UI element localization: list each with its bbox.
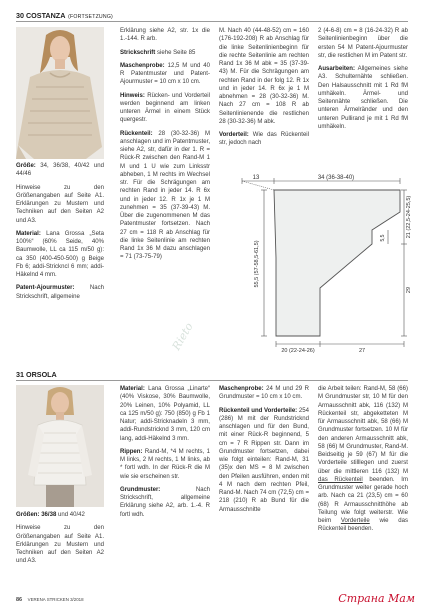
size-paragraph: Größe: 34, 36/38, 40/42 und 44/46 [16,163,104,178]
page-number: 86 [16,597,23,603]
hint-paragraph: Hinweis: Rücken- und Vorderteil werden beginnend am linken unteren Ärmel in einem Stück quergestr. [120,92,210,124]
back-paragraph: Rückenteil: 28 (30-32-36) M anschlagen und im Patentmuster, siehe A2, str, dafür in der 1. R = Rück-R zwischen den Rand-M 1 M und 1 U wie zum Linksstr abheben, 1 M rechts im Wechsel str. Für die Schrägungen am rechten Rand in jeder 14. R 6x und in jeder 12. R 1x je 1 M zunehmen = 35 (37-39-43) M. Über die zugenommenen M das Patentmuster fortsetzen. Nach 27 cm = 118 R ab Anschlag für die linke Seitenlinie am rechten Rand 1x 36 M dazu anschlagen = 71 (73-75-79) [120,130,210,261]
split-work-paragraph: die Arbeit teilen: Rand-M, 58 (66) M Grundmuster str, 10 M für den Armausschnitt abk, 116 (132) M Rückenteil str, abgeketteten M für Armausschnitt abk, 58 (66) M Grundmuster fortsetzen. 10 M für den anderen Armausschnitt abk, 58 (66) M Grundmuster, Rand-M. Beidseitig je 59 (67) M für die Vorderteile stilllegen und zuerst über die mittleren 116 (132) M das Rückenteil beenden. Im Grundmuster weiter gerade hoch arb. Nach ca 21 (23,5) cm = 60 (68) R Armausschnitthöhe ab Teilung wie folgt weiterstr. Wie beim Vorderteile wie das Rückenteil beenden. [318,386,408,533]
costanza-right-column-b [318,27,408,136]
dim-right-small: 5,5 [380,234,386,242]
section-subtitle: (FORTSETZUNG) [68,14,113,20]
orsola-left-column [16,511,104,571]
section-header-orsola [16,369,408,381]
dim-left: 55,5 (57-58,5-61,5) [254,240,260,288]
dim-top-left: 13 [252,175,260,181]
magazine-name: VERENA STRICKEN 3/2018 [27,597,84,602]
model-photo-orsola [16,385,104,507]
size-hint-paragraph: Hinweise zu den Größenangaben auf Seite A1. Erklärungen zu Mustern und Techniken auf den Seiten A2 und A3. [16,525,104,565]
costanza-right-column-a [219,27,309,153]
site-logo[interactable]: Страна Мам [338,592,415,605]
dim-bottom-left: 20 (22-24-26) [281,348,315,354]
costanza-middle-column [120,27,210,267]
page-footer [16,597,84,603]
section-title: 31 ORSOLA [16,370,57,379]
orsola-right-column-a [219,385,309,519]
base-pattern-paragraph: Grundmuster: Nach Strickschrift, allgemeine Erklärung siehe A2, arb. 1.-4. R fortl wdh. [120,486,210,518]
front-continued: 2 (4-6-8) cm = 8 (16-24-32) R ab Seitenlinienbeginn über die ersten 54 M Patent-Ajourmuster str, die restlichen M im Patent str. [318,28,408,59]
diagram-watermark: Rieto [169,320,196,353]
model-photo-costanza [16,27,104,159]
ribs-paragraph: Rippen: Rand-M, *4 M rechts, 1 M links, 2 M rechts, 1 M links, ab * fortl wdh. In der Rück-R die M wie sie erscheinen str. [120,448,210,480]
finishing-paragraph: Ausarbeiten: Allgemeines siehe A3. Schulternähte schließen. Den Halsausschnitt mit 1 Rd fM umhäkeln. Ärmel- und Seitennähte schließen. Die unteren Ärmelränder und den unteren Pullirand je mit 1 Rd fM umhäkeln. [318,66,408,130]
dim-right-lower: 29 [406,286,412,294]
orsola-right-column-b [318,385,408,534]
schematic-diagram [216,168,412,360]
dim-bottom-right: 27 [358,348,366,354]
pattern-paragraph: Patent-Ajourmuster: Nach Strickschrift, allgemeine [16,285,104,300]
pattern-explanation: Erklärung siehe A2, str. 1x die 1.-144. R arb. [120,28,210,43]
orsola-middle-column [120,385,210,524]
gauge-paragraph: Maschenprobe: 24 M und 29 R Grundmuster = 10 cm x 10 cm. [219,386,309,401]
section-header-costanza [16,10,408,22]
body-paragraph: Rückenteil und Vorderteile: 254 (286) M mit der Rundstricknd anschlagen und für den Bund, mit einer Rück-R beginnend, 5 cm = 7 R Rippen str. Dann im Grundmuster fortsetzen, dabei wie folgt einteilen: Rand-M, 31 (35)x den MS = 8 M zwischen den Pfeilen ausführen, enden mit 4 M nach dem rechten Pfeil, Rand-M. Nach 74 cm (72,5) cm = 218 (210) R ab Bund für die Armausschnitte [219,407,309,513]
size-paragraph: Größen: 36/38 und 40/42 [16,512,85,518]
front-paragraph: Vorderteil: Wie das Rückenteil str, jedoch nach [219,132,309,147]
size-hint-paragraph: Hinweise zu den Größenangaben auf Seite A1. Erklärungen zu Mustern und Techniken auf den Seiten A2 und A3. [16,184,104,224]
costanza-left-column [16,162,104,306]
section-title: 30 COSTANZA [16,11,66,20]
dim-top-right: 34 (36-38-40) [317,175,355,181]
back-continued: M. Nach 40 (44-48-52) cm = 160 (176-192-208) R ab Anschlag für die linke Seitenlinienbeginn für die rechte Seitenlinie am rechten Rand 1x 36 M abk = 35 (37-39-43) M. Für die Schrägungen am rechten Rand in der folg 12. R 1x und in jeder 14. R 6x je 1 M abnehmen = 28 (30-32-36) M. Nach 27 cm = 108 R ab Seitenlinienende die restlichen 28 (30-32-36) M abk. [219,28,309,125]
material-paragraph: Material: Lana Grossa „Linarte“ (40% Viskose, 30% Baumwolle, 20% Leinen, 10% Polyamid, LL ca 125 m/50 g): 750 (850) g Fb 1 Natur; addi-Stricknadeln 3 mm, addi-Rundstricknd 3 mm, 120 cm lang, addi-Häkelnd 3 mm. [120,386,210,442]
material-paragraph: Material: Lana Grossa „Seta 100%“ (60% Seide, 40% Baumwolle, LL ca 115 m/50 g): ca 350 (400-450-500) g Beige Fb 6; addi-Strickncl 6 mm; addi-Häkelnd 4 mm. [16,230,104,278]
gauge-paragraph: Maschenprobe: 12,5 M und 40 R Patentmuster und Patent-Ajourmuster = 10 cm x 10 cm. [120,62,210,86]
dim-right-upper: 21 (22,5-24-25,5) [406,195,412,239]
garment-outline [274,190,400,336]
chart-reference: Strickschrift siehe Seite 85 [120,49,196,56]
